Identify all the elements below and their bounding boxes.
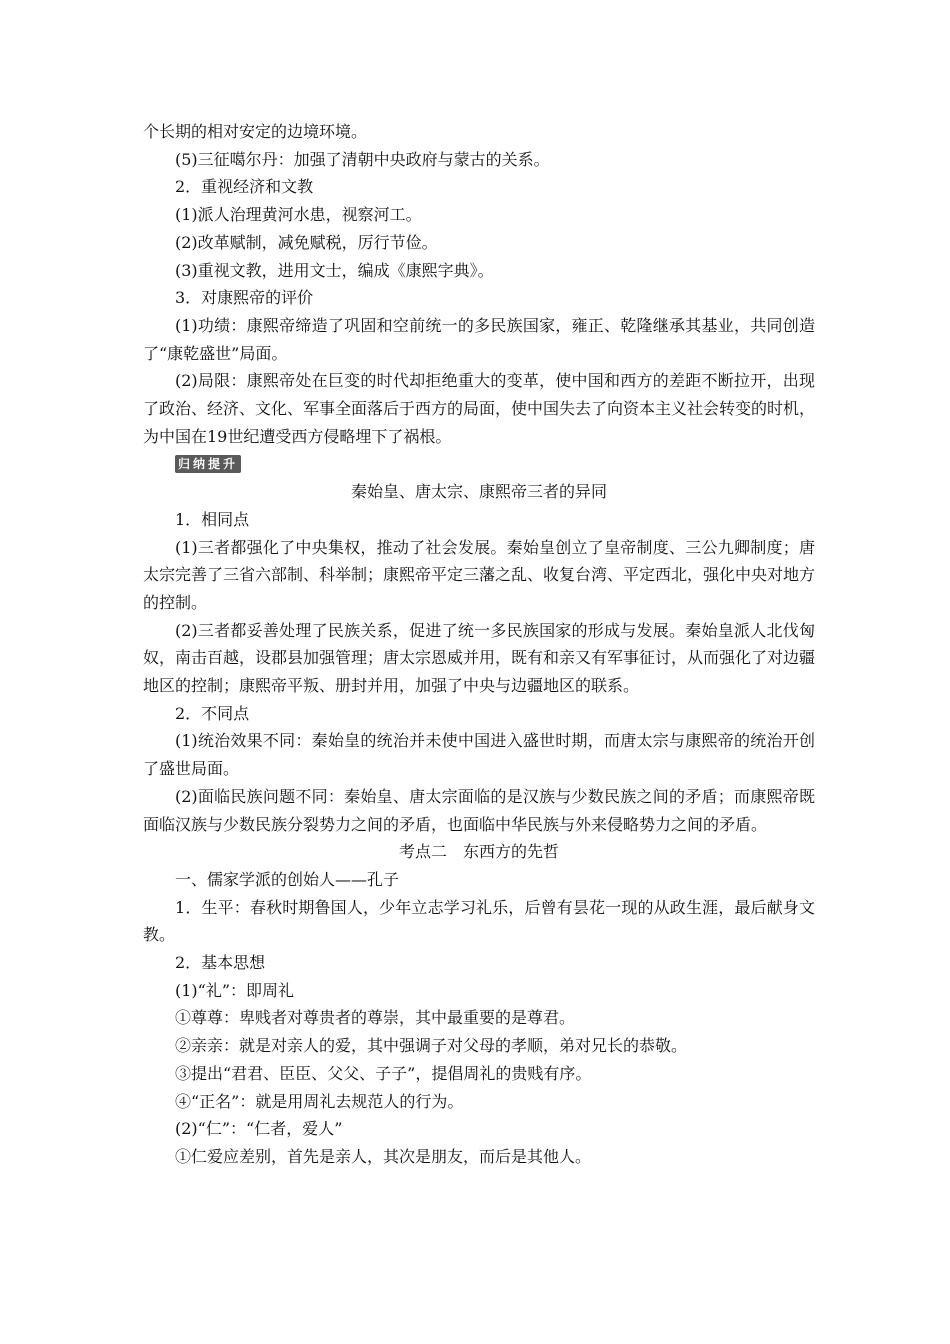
list-item: ③提出“君君、臣臣、父父、子子”，提倡周礼的贵贱有序。 — [175, 1063, 592, 1083]
section-heading: 3．对康熙帝的评价 — [175, 288, 314, 308]
paragraph: (2)“仁”：“仁者，爱人” — [175, 1119, 343, 1139]
paragraph: (1)“礼”：即周礼 — [175, 980, 295, 1000]
list-item: ①仁爱应差别，首先是亲人，其次是朋友，而后是其他人。 — [175, 1147, 592, 1166]
list-item: ②亲亲：就是对亲人的爱，其中强调子对父母的孝顺，弟对兄长的恭敬。 — [175, 1036, 688, 1056]
paragraph: 个长期的相对安定的边境环境。 — [143, 122, 368, 141]
paragraph: (3)重视文教，进用文士，编成《康熙字典》。 — [175, 260, 494, 280]
paragraph: (5)三征噶尔丹：加强了清朝中央政府与蒙古的关系。 — [175, 149, 550, 169]
section-heading: 2．重视经济和文教 — [175, 177, 314, 197]
list-item: ①尊尊：卑贱者对尊贵者的尊崇，其中最重要的是尊君。 — [175, 1008, 576, 1028]
summary-title: 秦始皇、唐太宗、康熙帝三者的异同 — [350, 482, 607, 502]
paragraph: (2)局限：康熙帝处在巨变的时代却拒绝重大的变革，使中国和西方的差距不断拉开，出现了政治、经济、文化、军事全面落后于西方的局面，使中国失去了向资本主义社会转变的时机，为中国在19世纪遭受西方侵略埋下了祸根。 — [143, 371, 816, 446]
section-heading: 一、儒家学派的创始人——孔子 — [175, 869, 400, 889]
summary-tag-row — [143, 450, 815, 478]
list-item: ④“正名”：就是用周礼去规范人的行为。 — [175, 1091, 464, 1111]
paragraph: (2)三者都妥善处理了民族关系，促进了统一多民族国家的形成与发展。秦始皇派人北伐匈奴，南击百越，设郡县加强管理；唐太宗恩威并用，既有和亲又有军事征讨，从而强化了对边疆地区的控制；康熙帝平叛、册封并用，加强了中央与边疆地区的联系。 — [143, 620, 816, 696]
section-heading: 2．基本思想 — [175, 953, 266, 973]
paragraph: (1)功绩：康熙帝缔造了巩固和空前统一的多民族国家，雍正、乾隆继承其基业，共同创造了“康乾盛世”局面。 — [143, 315, 815, 363]
paragraph: (1)统治效果不同：秦始皇的统治并未使中国进入盛世时期，而唐太宗与康熙帝的统治开创了盛世局面。 — [143, 731, 815, 779]
section-heading: 1．相同点 — [175, 509, 250, 529]
summary-tag: 归纳提升 — [175, 455, 241, 473]
paragraph: (2)面临民族问题不同：秦始皇、唐太宗面临的是汉族与少数民族之间的矛盾；而康熙帝既面临汉族与少数民族分裂势力之间的矛盾，也面临中华民族与外来侵略势力之间的矛盾。 — [143, 786, 815, 834]
topic-title: 考点二 东西方的先哲 — [398, 842, 559, 862]
paragraph: (1)派人治理黄河水患，视察河工。 — [175, 205, 422, 225]
section-heading: 2．不同点 — [175, 703, 250, 723]
document-page — [143, 118, 815, 1171]
paragraph: (2)改革赋制，减免赋税，厉行节俭。 — [175, 232, 438, 252]
paragraph: (1)三者都强化了中央集权，推动了社会发展。秦始皇创立了皇帝制度、三公九卿制度；唐太宗完善了三省六部制、科举制；康熙帝平定三藩之乱、收复台湾、平定西北，强化中央对地方的控制。 — [143, 537, 816, 612]
paragraph: 1．生平：春秋时期鲁国人，少年立志学习礼乐，后曾有昙花一现的从政生涯，最后献身文教。 — [143, 897, 815, 945]
